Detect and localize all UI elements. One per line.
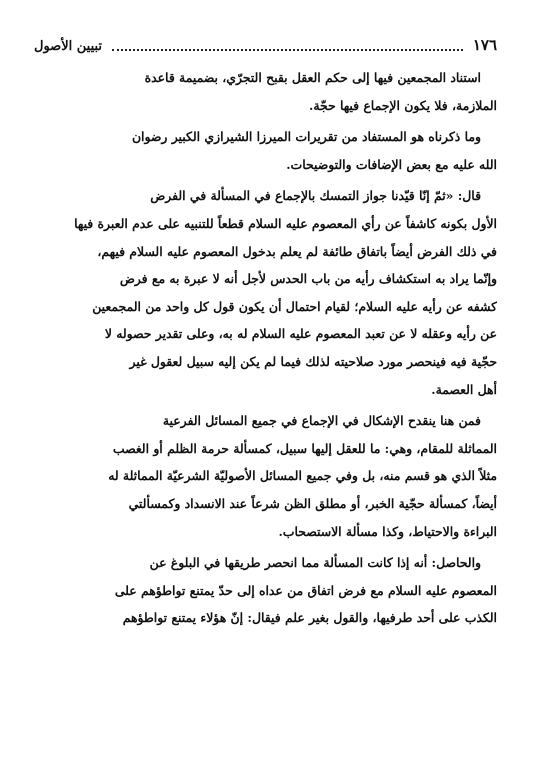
text-line: وما ذكرناه هو المستفاد من تقريرات الميرزا الشيرازي الكبير رضوان (131, 129, 481, 145)
text-line: في ذلك الفرض أيضاً باتفاق طائفة لم يعلم بدخول المعصوم عليه السلام فيهم، (97, 243, 497, 259)
text-line: الله عليه مع بعض الإضافات والتوضيحات. (286, 156, 497, 172)
text-line: والحاصل: أنه إذا كانت المسألة مما انحصر طريقها في البلوغ عن (149, 555, 481, 571)
text-line: كشفه عن رأيه عليه السلام؛ لقيام احتمال أن يكون قول كل واحد من المجمعين (92, 298, 497, 314)
text-line: المعصوم عليه السلام مع فرض اتفاق من عداه إلى حدّ يمتنع تواطؤهم على (114, 582, 497, 598)
text-line: أهل العصمة. (431, 381, 497, 397)
text-line: مثلاً الذي هو قسم منه، بل وفي جميع المسائل الأصوليّة الشرعيّة المماثلة له (108, 468, 497, 484)
page-header (34, 34, 497, 54)
text-line: الكذب على أحد طرفيها، والقول بغير علم فيقال: إنّ هؤلاء يمتنع تواطؤهم (122, 610, 497, 626)
text-line: البراءة والاحتياط، وكذا مسألة الاستصحاب. (278, 523, 497, 539)
book-title: تبيين الأصول (34, 39, 103, 54)
paragraph (34, 123, 497, 178)
paragraph (34, 549, 497, 632)
paragraph (34, 407, 497, 545)
text-line: عن رأيه وعقله لا عن تعبد المعصوم عليه السلام له به، وعلى تقدير حصوله لا (104, 326, 497, 342)
text-line: قال: «ثمّ إنّا قيّدنا جواز التمسك بالإجماع في المسألة في الفرض (150, 188, 481, 204)
body-text (34, 64, 497, 632)
page-number: ١٧٦ (472, 36, 497, 54)
text-line: المماثلة للمقام، وهي: ما للعقل إليها سبيل، كمسألة حرمة الظلم أو الغصب (112, 440, 497, 456)
text-line: استناد المجمعين فيها إلى حكم العقل بقبح التجرّي، بضميمة قاعدة (144, 70, 481, 85)
text-line: الأول بكونه كاشفاً عن رأي المعصوم عليه السلام قطعاً للتنبيه على عدم العبرة فيها (74, 215, 497, 231)
text-line: وإنّما يراد به استكشاف رأيه من باب الحدس لأجل أنه لا عبرة به مع فرض (119, 271, 497, 287)
text-line: أيضاً، كمسألة حجّية الخبر، أو مطلق الظن شرعاً عند الانسداد وكمسألتي (128, 495, 497, 511)
text-line: حجّية فيه فينحصر مورد صلاحيته لذلك فيما لم يكن إليه سبيل لعقول غير (129, 353, 497, 369)
text-line: فمن هنا ينقدح الإشكال في الإجماع في جميع المسائل الفرعية (162, 413, 481, 429)
header-dotted-leader (112, 39, 463, 51)
text-line: الملازمة، فلا يكون الإجماع فيها حجّة. (309, 97, 497, 113)
paragraph (34, 182, 497, 403)
paragraph (34, 64, 497, 119)
